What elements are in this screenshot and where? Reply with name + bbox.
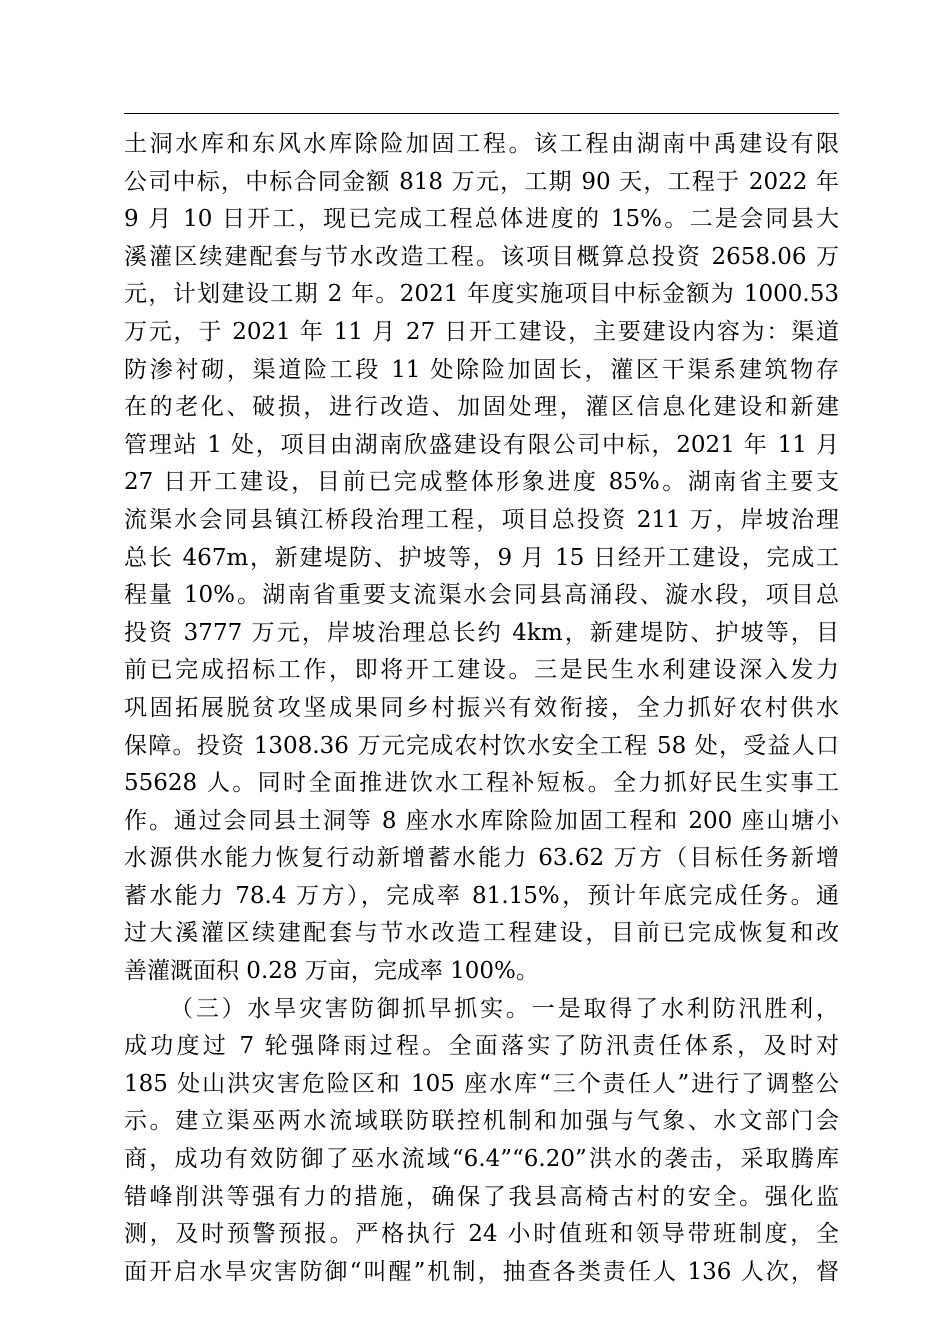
text-line: 投资 3777 万元，岸坡治理总长约 4km，新建堤防、护坡等，目 [124,619,839,646]
text-line: 程量 10%。湖南省重要支流渠水会同县高涌段、漩水段，项目总 [124,582,839,609]
text-line: 商，成功有效防御了巫水流域“6.4”“6.20”洪水的袭击，采取腾库 [124,1146,839,1173]
text-line: 防渗衬砌，渠道险工段 11 处除险加固长，灌区干渠系建筑物存 [124,356,839,383]
text-line: 作。通过会同县土洞等 8 座水水库除险加固工程和 200 座山塘小 [124,807,839,834]
section-heading-line: （三）水旱灾害防御抓早抓实。一是取得了水利防汛胜利， [170,995,839,1022]
text-line: 流渠水会同县镇江桥段治理工程，项目总投资 211 万，岸坡治理 [124,506,839,533]
text-line: 27 日开工建设，目前已完成整体形象进度 85%。湖南省主要支 [124,469,839,496]
text-line: 土洞水库和东风水库除险加固工程。该工程由湖南中禹建设有限 [124,131,839,157]
text-line: 公司中标，中标合同金额 818 万元，工期 90 天，工程于 2022 年 [124,168,839,195]
text-line: 水源供水能力恢复行动新增蓄水能力 63.62 万方（目标任务新增 [124,845,839,872]
text-line: 示。建立渠巫两水流域联防联控机制和加强与气象、水文部门会 [124,1108,839,1135]
text-line: 9 月 10 日开工，现已完成工程总体进度的 15%。二是会同县大 [124,206,839,233]
header-rule [124,113,839,114]
text-line: 成功度过 7 轮强降雨过程。全面落实了防汛责任体系，及时对 [124,1033,839,1060]
text-line: 蓄水能力 78.4 万方），完成率 81.15%，预计年底完成任务。通 [124,882,839,909]
text-line: 185 处山洪灾害危险区和 105 座水库“三个责任人”进行了调整公 [124,1070,839,1097]
text-line: 元，计划建设工期 2 年。2021 年度实施项目中标金额为 1000.53 [124,281,839,308]
paragraph-end-line: 善灌溉面积 0.28 万亩，完成率 100%。 [124,958,539,985]
text-line: 总长 467m，新建堤防、护坡等，9 月 15 日经开工建设，完成工 [124,544,839,571]
text-line: 55628 人。同时全面推进饮水工程补短板。全力抓好民生实事工 [124,770,839,797]
text-line: 保障。投资 1308.36 万元完成农村饮水安全工程 58 处，受益人口 [124,732,839,759]
text-line: 管理站 1 处，项目由湖南欣盛建设有限公司中标，2021 年 11 月 [124,431,839,458]
text-line: 前已完成招标工作，即将开工建设。三是民生水利建设深入发力 [124,657,839,684]
text-line: 万元，于 2021 年 11 月 27 日开工建设，主要建设内容为：渠道 [124,318,839,345]
text-line: 面开启水旱灾害防御“叫醒”机制，抽查各类责任人 136 人次，督 [124,1258,839,1285]
text-line: 错峰削洪等强有力的措施，确保了我县高椅古村的安全。强化监 [124,1183,839,1210]
text-line: 溪灌区续建配套与节水改造工程。该项目概算总投资 2658.06 万 [124,243,839,270]
document-body [124,126,839,1291]
text-line: 测，及时预警预报。严格执行 24 小时值班和领导带班制度，全 [124,1221,839,1248]
text-line: 巩固拓展脱贫攻坚成果同乡村振兴有效衔接，全力抓好农村供水 [124,694,839,721]
text-line: 在的老化、破损，进行改造、加固处理，灌区信息化建设和新建 [124,394,839,421]
text-line: 过大溪灌区续建配套与节水改造工程建设，目前已完成恢复和改 [124,920,839,947]
